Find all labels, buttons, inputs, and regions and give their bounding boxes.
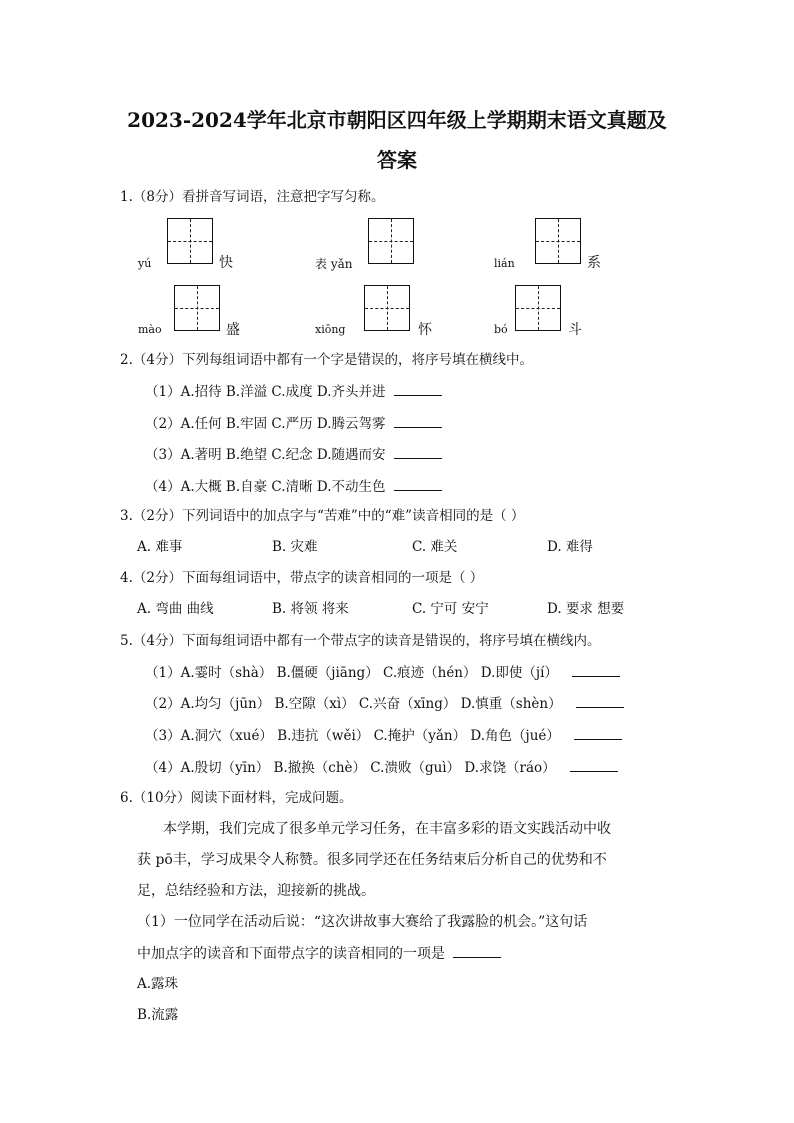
- q1-pinyin-4: mào: [138, 323, 162, 336]
- q1-stem: 1.（8分）看拼音写词语，注意把字写匀称。: [120, 189, 385, 205]
- q2-item-text: （3）A.著明 B.绝望 C.纪念 D.随遇而安: [145, 447, 386, 463]
- writing-box[interactable]: [368, 218, 414, 264]
- q5-item-1: [145, 662, 620, 683]
- q1-pinyin-1: yú: [138, 257, 152, 270]
- writing-box[interactable]: [174, 285, 220, 331]
- q5-item-3: [145, 725, 622, 746]
- q1-pinyin-6: bó: [494, 323, 508, 336]
- q4-option-c: C. 宁可 安宁: [412, 601, 489, 617]
- q5-stem: 5.（4分）下面每组词语中都有一个带点字的读音是错误的，将序号填在横线内。: [120, 633, 601, 649]
- q4-option-d: D. 要求 想要: [547, 601, 625, 617]
- q5-item-text: （3）A.洞穴（xué） B.违抗（wěi） C.掩护（yǎn） D.角色（jué）: [145, 728, 560, 744]
- q1-char-3: 系: [587, 255, 601, 271]
- answer-blank[interactable]: [572, 662, 620, 677]
- q6-option-a: A.露珠: [137, 976, 179, 992]
- q2-item-text: （1）A.招待 B.洋溢 C.成度 D.齐头并进: [145, 384, 386, 400]
- answer-blank[interactable]: [394, 476, 442, 491]
- q2-item-3: [145, 444, 442, 465]
- q2-item-2: [145, 413, 442, 434]
- q3-option-b: B. 灾难: [272, 539, 318, 555]
- q2-item-4: [145, 476, 442, 497]
- q2-item-1: [145, 381, 442, 402]
- q2-item-text: （2）A.任何 B.牢固 C.严历 D.腾云驾雾: [145, 416, 386, 432]
- q6-stem: 6.（10分）阅读下面材料，完成问题。: [120, 790, 353, 806]
- q6-sub1-text: 中加点字的读音和下面带点字的读音相同的一项是: [137, 946, 445, 962]
- q6-para-line-3: 足，总结经验和方法，迎接新的挑战。: [137, 883, 375, 899]
- q5-item-text: （1）A.霎时（shà） B.僵硬（jiāng） C.痕迹（hén） D.即使（jí）: [145, 665, 558, 681]
- q6-para-line-2: 获 pō丰，学习成果令人称赞。很多同学还在任务结束后分析自己的优势和不: [137, 852, 607, 868]
- q5-item-4: [145, 757, 618, 778]
- answer-blank[interactable]: [574, 725, 622, 740]
- q6-option-b: B.流露: [137, 1007, 179, 1023]
- q1-pinyin-2: 表 yǎn: [315, 257, 353, 271]
- writing-box[interactable]: [515, 285, 561, 331]
- q1-char-1: 快: [219, 255, 233, 271]
- q1-pinyin-3: lián: [494, 257, 515, 270]
- q1-pinyin-5: xiōng: [315, 323, 346, 336]
- answer-blank[interactable]: [576, 693, 624, 708]
- q6-sub1-line-2: [137, 943, 677, 964]
- q5-item-text: （4）A.殷切（yīn） B.撤换（chè） C.溃败（guì） D.求饶（ráo）: [145, 760, 556, 776]
- q4-option-b: B. 将领 将来: [272, 601, 349, 617]
- q1-char-4: 盛: [226, 322, 240, 338]
- writing-box[interactable]: [364, 285, 410, 331]
- q1-char-5: 怀: [418, 322, 432, 338]
- writing-box[interactable]: [535, 218, 581, 264]
- q2-item-text: （4）A.大概 B.自豪 C.清晰 D.不动生色: [145, 479, 386, 495]
- q3-option-a: A. 难事: [137, 539, 183, 555]
- q4-option-a: A. 弯曲 曲线: [137, 601, 214, 617]
- answer-blank[interactable]: [394, 381, 442, 396]
- title-line-1: 2023-2024学年北京市朝阳区四年级上学期期末语文真题及: [127, 108, 667, 132]
- answer-blank[interactable]: [453, 943, 501, 958]
- q4-stem: 4.（2分）下面每组词语中，带点字的读音相同的一项是（ ）: [120, 570, 484, 586]
- q3-option-d: D. 难得: [547, 539, 593, 555]
- answer-blank[interactable]: [394, 444, 442, 459]
- page-title: [100, 100, 694, 180]
- q3-stem: 3.（2分）下列词语中的加点字与“苦难”中的“难”读音相同的是（ ）: [120, 508, 525, 524]
- q5-item-2: [145, 693, 624, 714]
- answer-blank[interactable]: [570, 757, 618, 772]
- q2-stem: 2.（4分）下列每组词语中都有一个字是错误的，将序号填在横线中。: [120, 352, 533, 368]
- q6-sub1-line-1: （1）一位同学在活动后说：“这次讲故事大赛给了我露脸的机会。”这句话: [137, 914, 588, 930]
- q3-option-c: C. 难关: [412, 539, 458, 555]
- writing-box[interactable]: [167, 218, 213, 264]
- q1-char-6: 斗: [568, 322, 582, 338]
- title-line-2: 答案: [377, 148, 417, 172]
- q6-para-line-1: 本学期，我们完成了很多单元学习任务，在丰富多彩的语文实践活动中收: [163, 821, 611, 837]
- q5-item-text: （2）A.均匀（jūn） B.空隙（xì） C.兴奋（xīng） D.慎重（shèn）: [145, 696, 562, 712]
- answer-blank[interactable]: [394, 413, 442, 428]
